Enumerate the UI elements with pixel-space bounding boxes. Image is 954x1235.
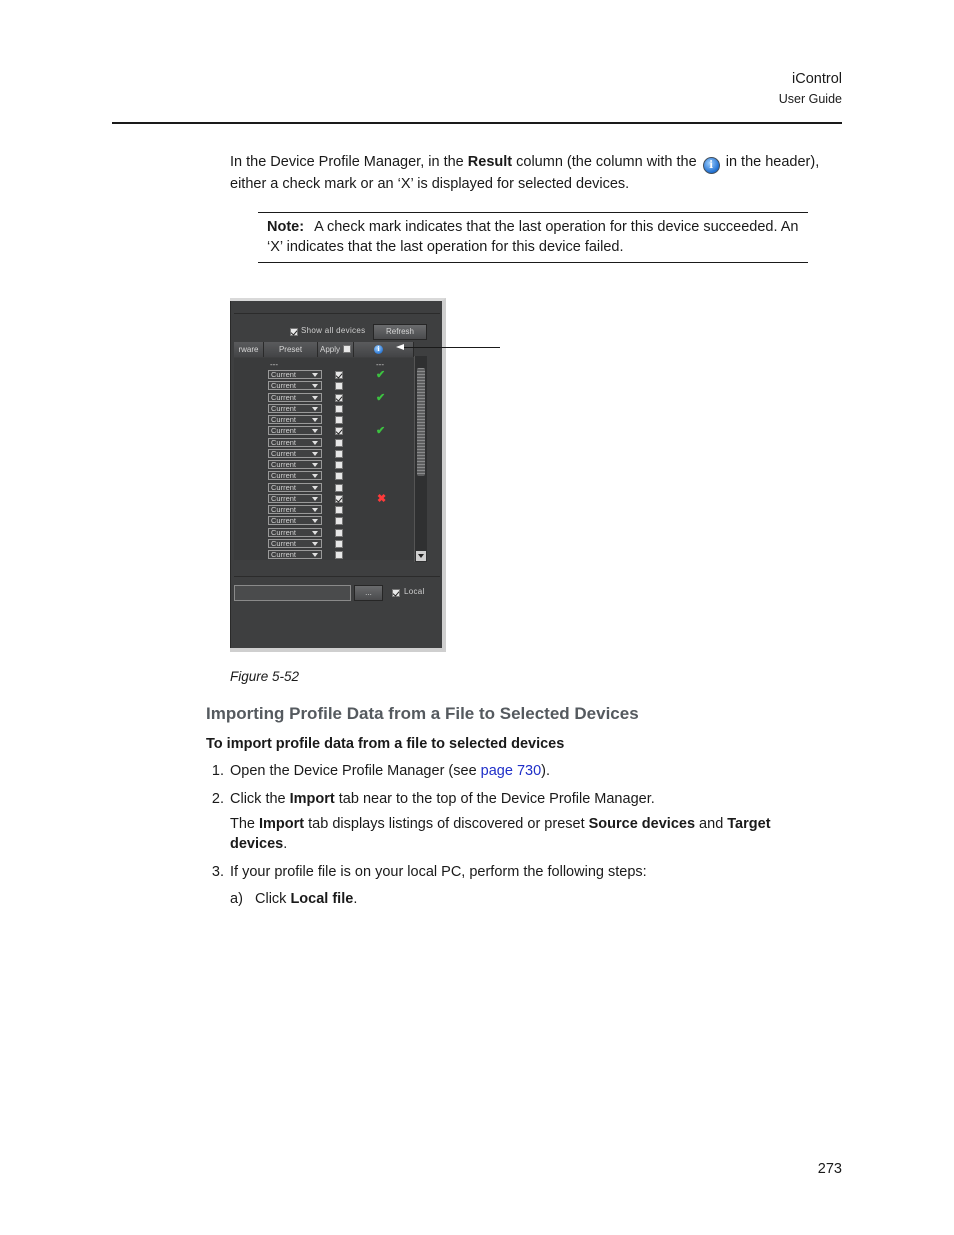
local-checkbox[interactable]	[392, 589, 400, 597]
apply-checkbox[interactable]	[335, 495, 343, 503]
preset-select[interactable]: Current	[268, 381, 322, 390]
apply-checkbox[interactable]	[335, 506, 343, 514]
note-box	[258, 212, 808, 263]
substep-label: a)	[230, 891, 243, 907]
column-result[interactable]	[354, 342, 414, 357]
apply-checkbox[interactable]	[335, 427, 343, 435]
callout-line	[400, 347, 500, 348]
apply-checkbox[interactable]	[335, 517, 343, 525]
step-bold: Source devices	[588, 816, 696, 832]
success-check-icon: ✔	[376, 391, 386, 404]
file-path-input[interactable]	[234, 585, 351, 601]
browse-button[interactable]: ...	[354, 585, 383, 601]
step-text: tab near to the top of the Device Profile Manager.	[334, 791, 655, 807]
apply-checkbox[interactable]	[335, 472, 343, 480]
note-text: A check mark indicates that the last operation for this device succeeded. An ‘X’ indicates that the last operation for this device failed.	[267, 219, 799, 255]
callout-arrow-icon	[396, 344, 404, 350]
column-preset[interactable]: Preset	[264, 342, 318, 357]
step-text: The	[230, 816, 260, 832]
intro-text: In the Device Profile Manager, in the	[230, 154, 468, 170]
preset-select[interactable]: Current	[268, 505, 322, 514]
column-apply[interactable]	[318, 342, 354, 357]
step-text: tab displays listings of discovered or preset	[304, 816, 589, 832]
preset-select[interactable]: Current	[268, 438, 322, 447]
preset-select[interactable]: Current	[268, 393, 322, 402]
success-check-icon: ✔	[376, 369, 386, 381]
dash-placeholder: ---	[376, 360, 384, 369]
step-bold: Import	[259, 816, 305, 832]
apply-checkbox[interactable]	[335, 551, 343, 559]
page-number: 273	[817, 1161, 842, 1177]
note-label: Note:	[267, 219, 305, 235]
success-check-icon: ✔	[376, 425, 386, 438]
preset-select[interactable]: Current	[268, 404, 322, 413]
column-firmware[interactable]: rware	[234, 342, 264, 357]
step-number: 3.	[211, 864, 224, 880]
failure-x-icon: ✖	[377, 492, 387, 505]
step-number: 2.	[211, 791, 224, 807]
apply-checkbox[interactable]	[335, 540, 343, 548]
info-icon: i	[703, 157, 720, 174]
vertical-scrollbar[interactable]	[414, 356, 427, 562]
device-grid	[234, 358, 418, 560]
preset-select[interactable]: Current	[268, 449, 322, 458]
step-text: Click	[255, 891, 291, 907]
dash-placeholder: ---	[270, 360, 278, 369]
apply-all-checkbox[interactable]	[343, 345, 351, 353]
header-subtitle: User Guide	[778, 92, 842, 106]
apply-checkbox[interactable]	[335, 450, 343, 458]
figure-caption: Figure 5-52	[230, 669, 300, 684]
intro-paragraph	[230, 152, 845, 194]
substep-a	[230, 891, 357, 907]
step-text: ).	[541, 763, 550, 779]
preset-select[interactable]: Current	[268, 550, 322, 559]
step-text: .	[283, 836, 288, 852]
divider	[234, 313, 440, 314]
apply-checkbox[interactable]	[335, 439, 343, 447]
show-all-devices-checkbox[interactable]	[290, 328, 298, 336]
device-profile-screenshot	[230, 298, 446, 652]
scrollbar-thumb[interactable]	[417, 368, 425, 476]
procedure-title: To import profile data from a file to selected devices	[206, 736, 565, 752]
step-bold: Import	[289, 791, 335, 807]
apply-checkbox[interactable]	[335, 529, 343, 537]
preset-select[interactable]: Current	[268, 539, 322, 548]
preset-select[interactable]: Current	[268, 494, 322, 503]
refresh-button[interactable]: Refresh	[373, 324, 427, 340]
step-text: .	[353, 891, 358, 907]
apply-checkbox[interactable]	[335, 461, 343, 469]
column-apply-label: Apply	[320, 345, 341, 354]
preset-select[interactable]: Current	[268, 460, 322, 469]
section-title: Importing Profile Data from a File to Selected Devices	[206, 704, 639, 723]
preset-select[interactable]: Current	[268, 516, 322, 525]
step-bold: Target devices	[230, 816, 771, 852]
step-text: Open the Device Profile Manager (see	[230, 763, 481, 779]
step-bold: Local file	[290, 891, 354, 907]
info-icon: i	[374, 345, 383, 354]
local-label: Local	[404, 587, 425, 596]
apply-checkbox[interactable]	[335, 371, 343, 379]
apply-checkbox[interactable]	[335, 416, 343, 424]
apply-checkbox[interactable]	[335, 394, 343, 402]
scroll-down-arrow-icon[interactable]	[416, 551, 426, 561]
apply-checkbox[interactable]	[335, 382, 343, 390]
preset-select[interactable]: Current	[268, 528, 322, 537]
header-title: iControl	[792, 71, 842, 87]
step-text: and	[695, 816, 728, 832]
preset-select[interactable]: Current	[268, 426, 322, 435]
step-text: If your profile file is on your local PC, perform the following steps:	[230, 864, 647, 880]
intro-text: in the header), either a check mark or an ‘X’ is displayed for selected devices.	[230, 154, 820, 192]
step-number: 1.	[211, 763, 224, 779]
preset-select[interactable]: Current	[268, 471, 322, 480]
divider	[234, 576, 440, 577]
preset-select[interactable]: Current	[268, 415, 322, 424]
apply-checkbox[interactable]	[335, 405, 343, 413]
step-text: Click the	[230, 791, 290, 807]
page-730-link[interactable]: page 730	[480, 763, 542, 779]
preset-select[interactable]: Current	[268, 483, 322, 492]
header-rule	[112, 122, 842, 124]
intro-bold-result: Result	[467, 154, 513, 170]
apply-checkbox[interactable]	[335, 484, 343, 492]
intro-text: column (the column with the	[512, 154, 701, 170]
preset-select[interactable]: Current	[268, 370, 322, 379]
show-all-devices-label: Show all devices	[301, 326, 366, 335]
